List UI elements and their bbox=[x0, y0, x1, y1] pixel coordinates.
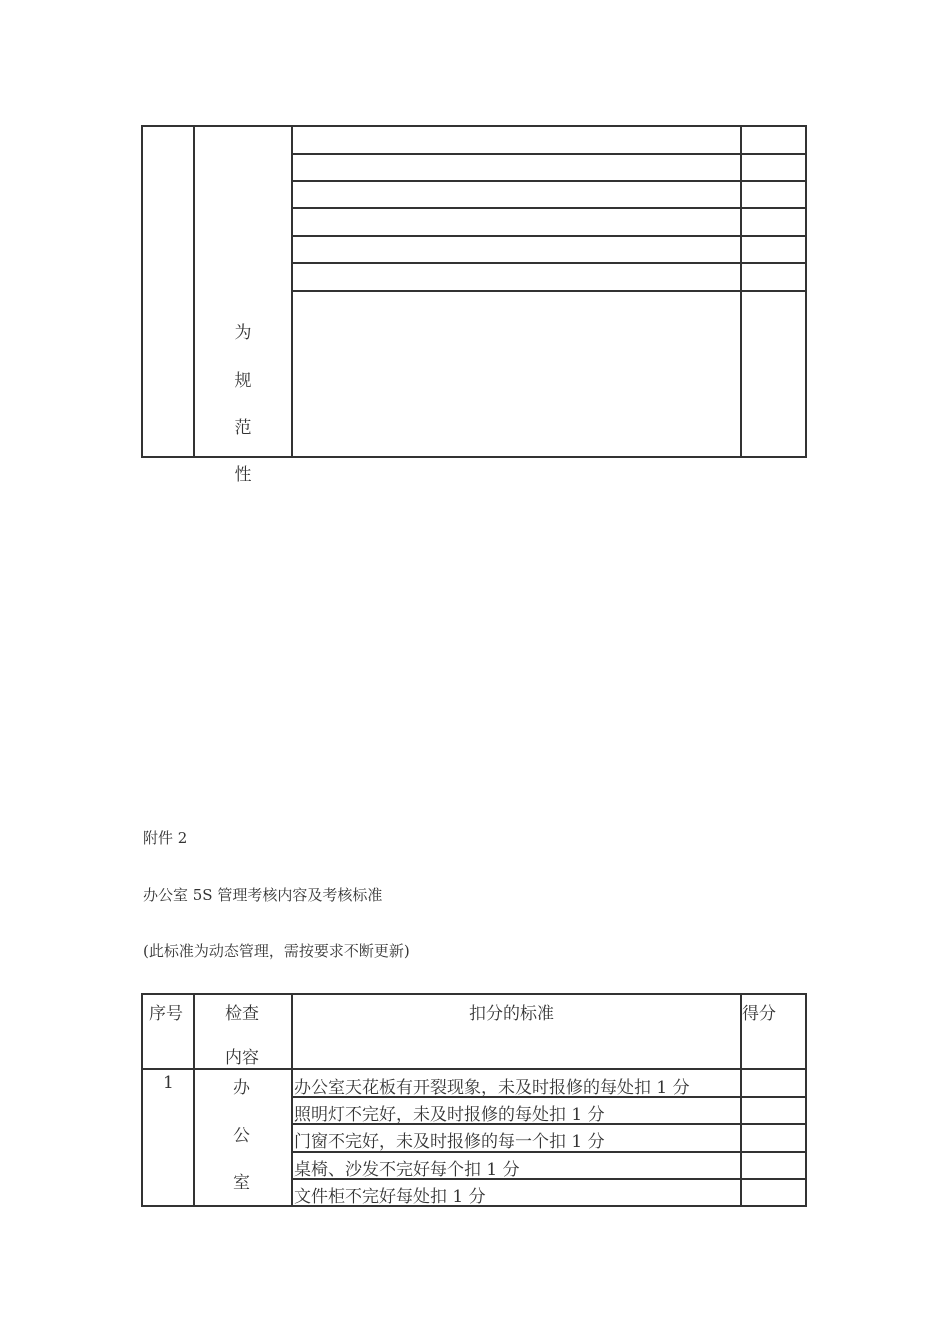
top-table-row-divider bbox=[291, 153, 805, 155]
table-col-divider bbox=[193, 995, 195, 1205]
table-header-divider bbox=[143, 1068, 805, 1070]
category-char: 性 bbox=[234, 465, 252, 485]
top-table-row-divider bbox=[291, 235, 805, 237]
row-seq: 1 bbox=[163, 1073, 174, 1093]
header-deduction-standard: 扣分的标准 bbox=[469, 1004, 554, 1024]
document-title: 办公室 5S 管理考核内容及考核标准 bbox=[143, 886, 383, 904]
content-char: 室 bbox=[233, 1173, 250, 1193]
standard-item: 照明灯不完好，未及时报修的每处扣 1 分 bbox=[294, 1105, 605, 1125]
content-char: 公 bbox=[233, 1126, 250, 1146]
assessment-table bbox=[141, 993, 807, 1207]
top-table bbox=[141, 125, 807, 458]
top-table-row-divider bbox=[291, 262, 805, 264]
standard-item: 文件柜不完好每处扣 1 分 bbox=[294, 1187, 486, 1207]
category-char: 规 bbox=[234, 371, 252, 391]
top-table-row-divider bbox=[291, 207, 805, 209]
table-col-divider bbox=[740, 995, 742, 1205]
top-table-col-divider bbox=[193, 127, 195, 456]
top-table-row-divider bbox=[291, 180, 805, 182]
table-col-divider bbox=[291, 995, 293, 1205]
standard-item: 桌椅、沙发不完好每个扣 1 分 bbox=[294, 1160, 520, 1180]
content-char: 办 bbox=[233, 1078, 250, 1098]
top-table-row-divider bbox=[291, 290, 805, 292]
category-char: 范 bbox=[234, 418, 252, 438]
header-check-content-line2: 内容 bbox=[225, 1048, 259, 1068]
standard-item: 办公室天花板有开裂现象，未及时报修的每处扣 1 分 bbox=[294, 1078, 690, 1098]
header-score: 得分 bbox=[742, 1004, 776, 1024]
attachment-label: 附件 2 bbox=[143, 829, 188, 847]
header-check-content: 检查 bbox=[225, 1004, 259, 1024]
header-seq: 序号 bbox=[149, 1004, 183, 1024]
category-char: 为 bbox=[234, 323, 252, 343]
standard-item: 门窗不完好，未及时报修的每一个扣 1 分 bbox=[294, 1132, 605, 1152]
document-note: (此标准为动态管理，需按要求不断更新) bbox=[143, 942, 410, 960]
